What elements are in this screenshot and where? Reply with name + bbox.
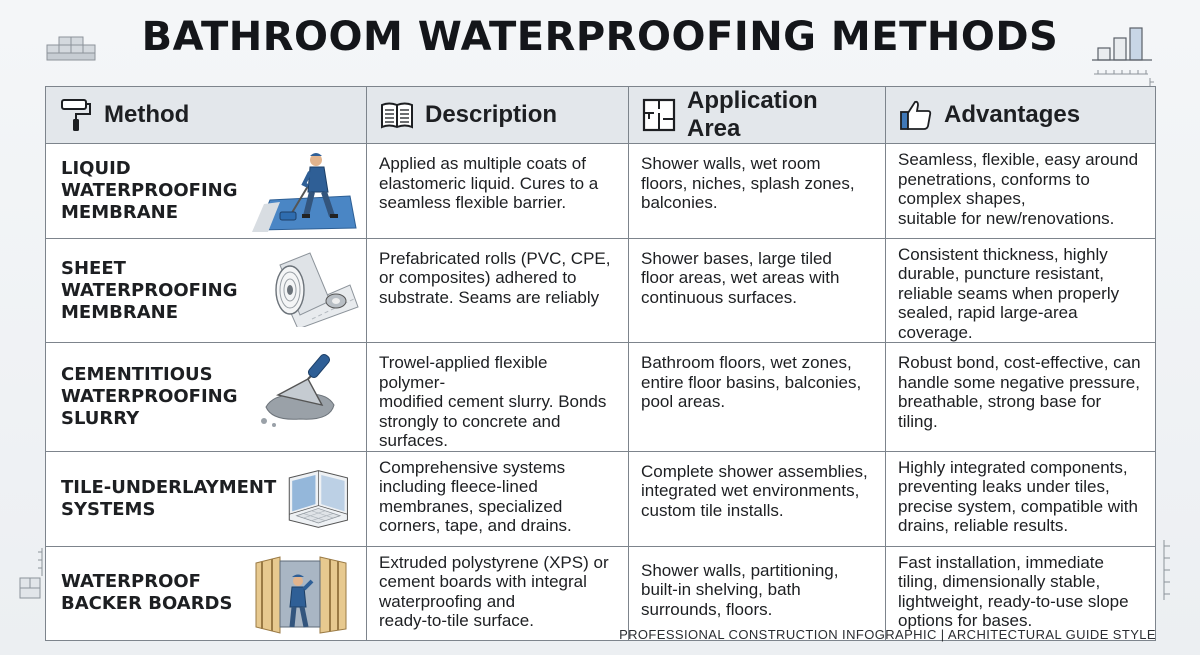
method-name: TILE-UNDERLAYMENT SYSTEMS: [61, 476, 277, 520]
method-name: LIQUID WATERPROOFING MEMBRANE: [61, 157, 238, 223]
floor-plan-icon: [641, 97, 677, 133]
table-header-row: [46, 87, 1156, 144]
description-cell: Prefabricated rolls (PVC, CPE, or composites) adhered to substrate. Seams are reliably: [367, 238, 629, 343]
description-cell: Trowel-applied flexible polymer- modified cement slurry. Bonds strongly to concrete and surfaces.: [367, 343, 629, 452]
advantages-cell: Fast installation, immediate tiling, dimensionally stable, lightweight, ready-to-use slope options for bases.: [886, 546, 1156, 641]
thumbs-up-icon: [898, 97, 934, 133]
header-description: [367, 87, 629, 144]
header-advantages-label: Advantages: [944, 101, 1081, 128]
method-cell: [46, 546, 367, 641]
application-area-cell: Shower bases, large tiled floor areas, wet areas with continuous surfaces.: [629, 238, 886, 343]
application-area-cell: Shower walls, partitioning, built-in shelving, bath surrounds, floors.: [629, 546, 886, 641]
table-row: [46, 238, 1156, 343]
description-cell: Extruded polystyrene (XPS) or cement boards with integral waterproofing and ready-to-tile surface.: [367, 546, 629, 641]
advantages-cell: Robust bond, cost-effective, can handle some negative pressure, breathable, strong base for tiling.: [886, 343, 1156, 452]
header-method-label: Method: [104, 101, 190, 128]
header-advantages: [886, 87, 1156, 144]
method-name: WATERPROOF BACKER BOARDS: [61, 571, 233, 615]
methods-table: [45, 86, 1156, 641]
page-title: BATHROOM WATERPROOFING METHODS: [141, 14, 1059, 60]
paint-roller-icon: [58, 97, 94, 133]
advantages-cell: Highly integrated components, preventing leaks under tiles, precise system, compatible with drains, reliable results.: [886, 451, 1156, 546]
open-book-icon: [379, 97, 415, 133]
application-area-cell: Complete shower assemblies, integrated wet environments, custom tile installs.: [629, 451, 886, 546]
description-cell: Comprehensive systems including fleece-lined membranes, specialized corners, tape, and drains.: [367, 451, 629, 546]
description-cell: Applied as multiple coats of elastomeric liquid. Cures to a seamless flexible barrier.: [367, 144, 629, 239]
method-cell: [46, 144, 367, 239]
method-cell: [46, 451, 367, 546]
header-method: [46, 87, 367, 144]
ruler-decoration: [18, 548, 44, 610]
header-description-label: Description: [425, 101, 558, 128]
method-cell: [46, 343, 367, 452]
table-row: [46, 144, 1156, 239]
table-row: [46, 451, 1156, 546]
header-application-area: [629, 87, 886, 144]
brick-stack-decoration: [45, 36, 97, 62]
method-name: CEMENTITIOUS WATERPROOFING SLURRY: [61, 364, 238, 430]
method-cell: [46, 238, 367, 343]
advantages-cell: Seamless, flexible, easy around penetrations, conforms to complex shapes, suitable for new/renovations.: [886, 144, 1156, 239]
application-area-cell: Shower walls, wet room floors, niches, splash zones, balconies.: [629, 144, 886, 239]
table-row: [46, 343, 1156, 452]
advantages-cell: Consistent thickness, highly durable, puncture resistant, reliable seams when properly sealed, rapid large-area coverage.: [886, 238, 1156, 343]
method-name: SHEET WATERPROOFING MEMBRANE: [61, 257, 238, 323]
header-application-area-label: Application Area: [687, 87, 818, 142]
footer-caption: PROFESSIONAL CONSTRUCTION INFOGRAPHIC | ARCHITECTURAL GUIDE STYLE: [619, 627, 1156, 642]
application-area-cell: Bathroom floors, wet zones, entire floor basins, balconies, pool areas.: [629, 343, 886, 452]
scale-decoration: [1156, 540, 1174, 600]
